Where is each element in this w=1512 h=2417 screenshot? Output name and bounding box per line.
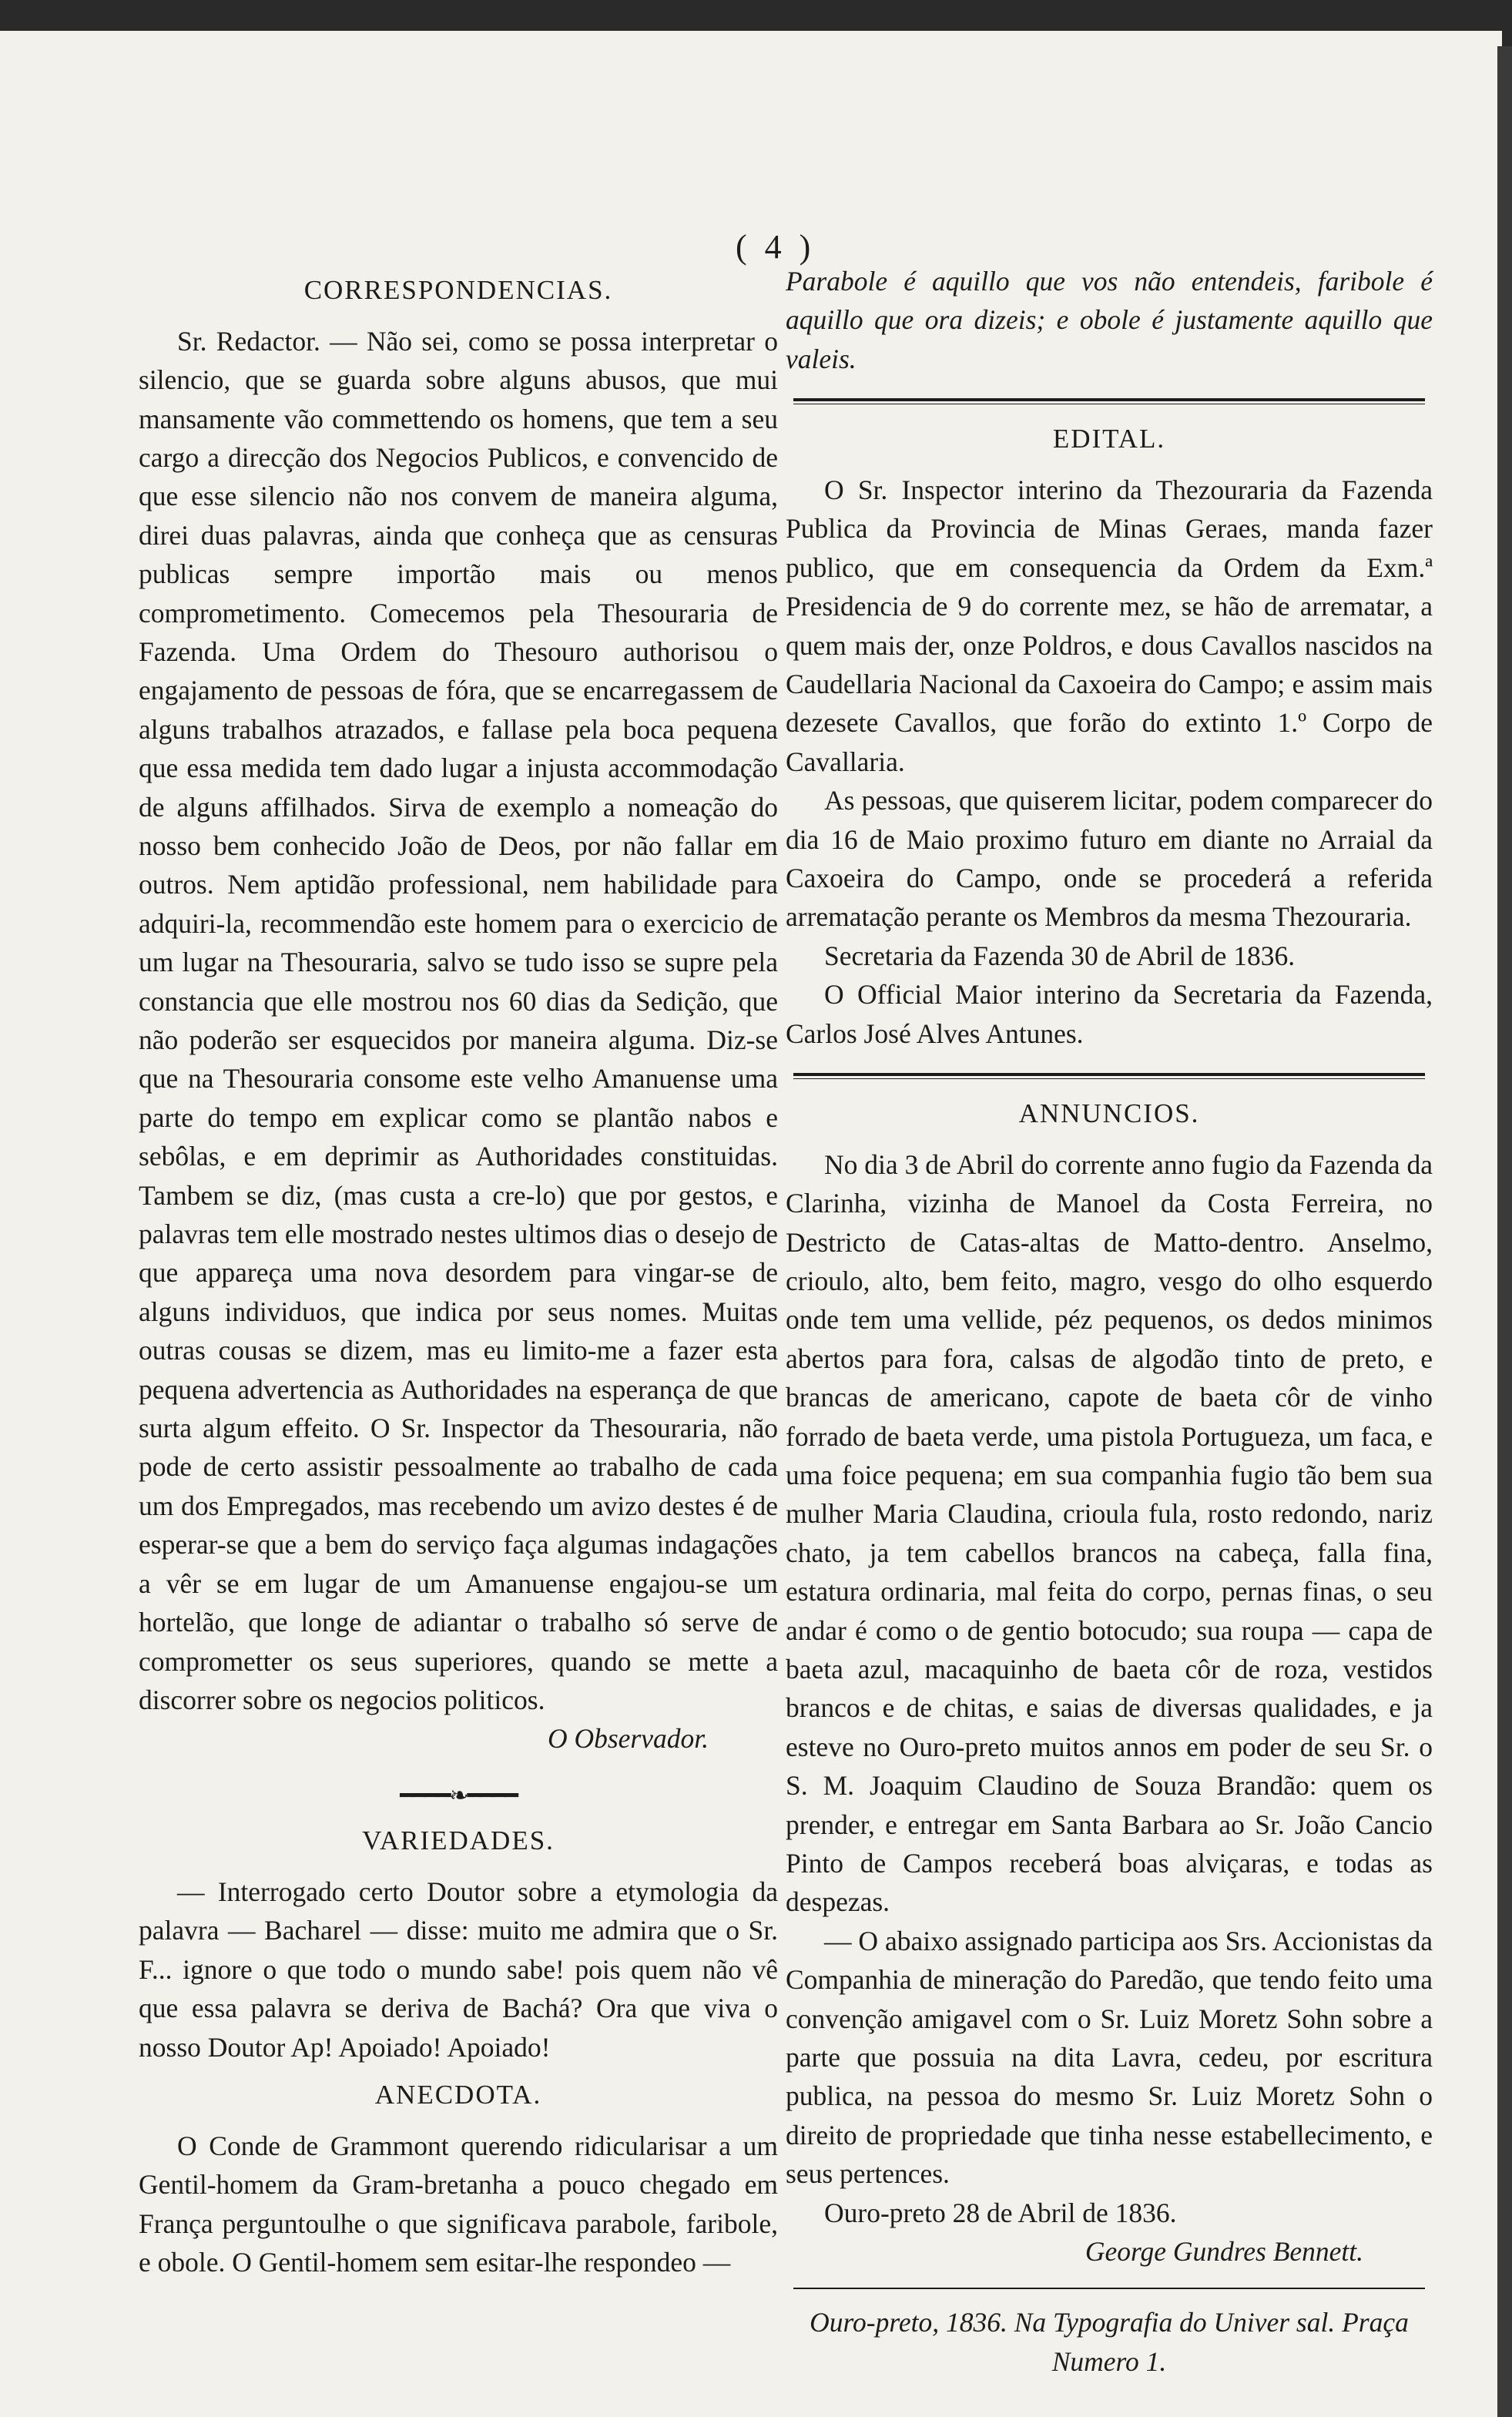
announcement-date: Ouro-preto 28 de Abril de 1836.: [824, 2197, 1177, 2228]
correspondence-signature: O Observador.: [547, 1723, 709, 1755]
anecdote-text: O Conde de Grammont querendo ridicularisar a um Gentil-homem da Gram-bretanha a pouco chegado em França perguntoulhe o que significava parabole, faribole, e obole. O Gentil-homem sem esitar-lhe respondeo —: [139, 2130, 778, 2278]
edital-paragraph: As pessoas, que quiserem licitar, podem comparecer do dia 16 de Maio proximo futuro em diante no Arraial da Caxoeira do Campo, onde se procederá a referida arrematação perante os Membros da mesma Thezouraria.: [786, 785, 1433, 933]
edital-paragraph: O Sr. Inspector interino da Thezouraria da Fazenda Publica da Provincia de Minas Geraes, manda fazer publico, que em consequencia da Ordem da Exm.ª Presidencia de 9 do corrente mez, se hão de arrematar, a quem mais der, onze Poldros, e dous Cavallos nascidos na Caudellaria Nacional da Caxoeira do Campo; e assim mais dezesete Cavallos, que forão do extinto 1.º Corpo de Cavallaria.: [786, 474, 1433, 777]
anecdote-heading: ANECDOTA.: [374, 2080, 542, 2110]
section-divider: [793, 398, 1425, 404]
page-edge-shadow: [1497, 46, 1512, 2417]
announcement-company: — O abaixo assignado participa aos Srs. Accionistas da Companhia de mineração do Paredão, que tendo feito uma convenção amigavel com o Sr. Luiz Moretz Sohn sobre a parte que possuia na dita Lavra, cedeu, por escritura publica, na pessoa do mesmo Sr. Luiz Moretz Sohn o direito de propriedade que tinha nesse estabellecimento, e seus pertences.: [786, 1925, 1433, 2190]
imprint: Ouro-preto, 1836. Na Typografia do Univer sal. Praça Numero 1.: [810, 2307, 1409, 2377]
edital-date: Secretaria da Fazenda 30 de Abril de 1836.: [824, 940, 1296, 971]
anecdote-continued: Parabole é aquillo que vos não entendeis, faribole é aquillo que ora dizeis; e obole é justamente aquillo que valeis.: [786, 266, 1433, 374]
right-column: [786, 262, 1433, 2381]
announcement-runaway: No dia 3 de Abril do corrente anno fugio da Fazenda da Clarinha, vizinha de Manoel da Costa Ferreira, no Destricto de Catas-altas de Matto-dentro. Anselmo, crioulo, alto, bem feito, magro, vesgo do olho esquerdo onde tem uma vellide, péz pequenos, os dedos minimos abertos para fora, calsas de algodão tinto de preto, e brancas de americano, capote de baeta côr de vinho forrado de baeta verde, uma pistola Portugueza, um faca, e uma foice pequena; em sua companhia fugio tão bem sua mulher Maria Claudina, crioula fula, rosto redondo, nariz chato, ja tem cabellos brancos na cabeça, falla fina, estatura ordinaria, mal feita do corpo, pernas finas, o seu andar é como o de gentio botocudo; sua roupa — capa de baeta azul, macaquinho de baeta côr de roza, vestidos brancos e de chitas, e saias de diversas qualidades, e ja esteve no Ouro-preto muitos annos em poder de seu Sr. o S. M. Joaquim Claudino de Souza Brandão: quem os prender, e entregar em Santa Barbara ao Sr. João Cancio Pinto de Campos receberá boas alviçaras, e todas as despezas.: [786, 1148, 1433, 1918]
edital-heading: EDITAL.: [1052, 424, 1166, 454]
announcements-heading: ANNUNCIOS.: [1018, 1098, 1200, 1128]
announcement-signature: George Gundres Bennett.: [1085, 2236, 1363, 2268]
correspondence-letter: Sr. Redactor. — Não sei, como se possa interpretar o silencio, que se guarda sobre alguns abusos, que mui mansamente vão commettendo os homens, que tem a seu cargo a direcção dos Negocios Publicos, e convencido de que esse silencio não nos convem de maneira alguma, direi duas palavras, ainda que conheça que as censuras publicas sempre importão mais ou menos comprometimento. Comecemos pela Thesouraria de Fazenda. Uma Ordem do Thesouro authorisou o engajamento de pessoas de fóra, que se encarregassem de alguns trabalhos atrazados, e fallase pela boca pequena que essa medida tem dado lugar a injusta accommodação de alguns affilhados. Sirva de exemplo a nomeação do nosso bem conhecido João de Deos, por não fallar em outros. Nem aptidão professional, nem habilidade para adquiri-la, recommendão este homem para o exercicio de um lugar na Thesouraria, salvo se tudo isso se supre pela constancia que elle mostrou nos 60 dias da Sedição, que não poderão ser esquecidos por maneira alguma. Diz-se que na Thesouraria consome este velho Amanuense uma parte do tempo em explicar como se plantão nabos e sebôlas, e em deprimir as Authoridades constituidas. Tambem se diz, (mas custa a cre-lo) que por gestos, e palavras tem elle mostrado nestes ultimos dias o desejo de que appareça uma nova desordem para vingar-se de alguns individuos, que indica por seus nomes. Muitas outras cousas se dizem, mas eu limito-me a fazer esta pequena advertencia as Authoridades na esperança de que surta algum effeito. O Sr. Inspector da Thesouraria, não pode de certo assistir pessoalmente ao trabalho de cada um dos Empregados, mas recebendo um avizo destes é de esperar-se que a bem do serviço faça algumas indagações a vêr se em lugar de um Amanuense engajou-se um hortelão, que longe de adiantar o trabalho só serve de comprometter os seus superiores, quando se mette a discorrer sobre os negocios politicos.: [139, 325, 778, 1715]
imprint-divider: [793, 2288, 1425, 2289]
section-divider: [793, 1073, 1425, 1079]
left-column: [139, 262, 778, 2281]
page-number: ( 4 ): [736, 228, 816, 266]
newspaper-page: [0, 31, 1502, 2417]
correspondence-heading: CORRESPONDENCIAS.: [303, 275, 613, 305]
varieties-text: — Interrogado certo Doutor sobre a etymologia da palavra — Bacharel — disse: muito me admira que o Sr. F... ignore o que todo o mundo sabe! pois quem não vê que essa palavra se deriva de Bachá? Ora que viva o nosso Doutor Ap! Apoiado! Apoiado!: [139, 1876, 778, 2063]
varieties-heading: VARIEDADES.: [362, 1825, 555, 1856]
edital-official: O Official Maior interino da Secretaria da Fazenda, Carlos José Alves Antunes.: [786, 979, 1433, 1049]
section-ornament: ━━━━❧━━━━: [400, 1782, 517, 1809]
